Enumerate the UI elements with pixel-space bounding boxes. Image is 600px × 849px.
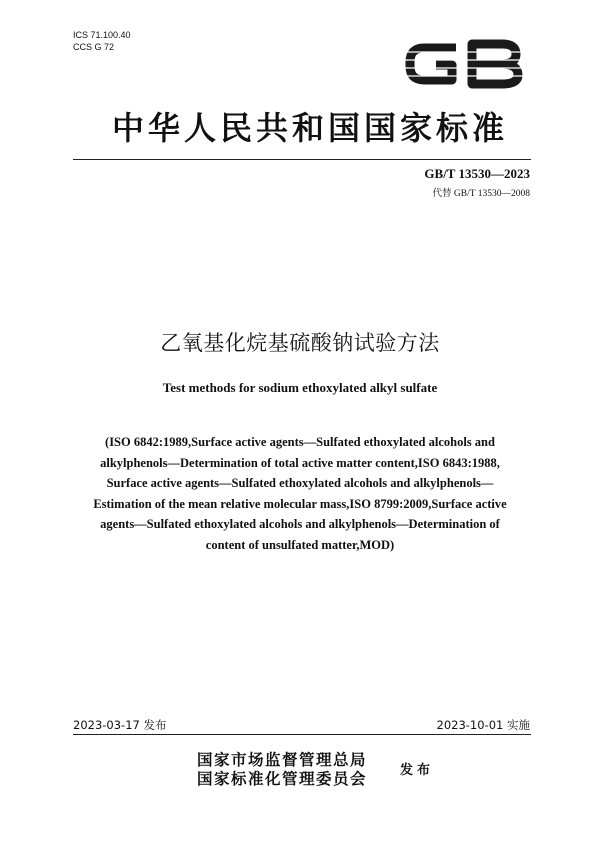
reference-line: Surface active agents—Sulfated ethoxylated alcohols and alkylphenols— xyxy=(106,476,494,490)
ics-code: ICS 71.100.40 xyxy=(73,30,131,40)
document-title-en: Test methods for sodium ethoxylated alkyl sulfate xyxy=(162,380,438,395)
reference-line: (ISO 6842:1989,Surface active agents—Sulfated ethoxylated alcohols and xyxy=(105,435,495,449)
standard-number: GB/T 13530—2023 xyxy=(424,166,530,181)
reference-line: Estimation of the mean relative molecular mass,ISO 8799:2009,Surface active xyxy=(93,496,507,511)
gb-logo-icon xyxy=(404,38,526,90)
issuer-samr: 国家市场监督管理总局 xyxy=(197,750,368,769)
classification-codes xyxy=(73,29,131,53)
reference-line: alkylphenols—Determination of total active matter content,ISO 6843:1988, xyxy=(100,455,500,470)
issue-date: 2023-03-17 发布 xyxy=(73,718,167,732)
footer-divider xyxy=(73,734,531,735)
issue-label: 发布 xyxy=(400,763,435,778)
issuer-sac: 国家标准化管理委员会 xyxy=(197,769,368,788)
replaces-standard: 代替 GB/T 13530—2008 xyxy=(432,189,530,199)
implementation-date: 2023-10-01 实施 xyxy=(436,718,530,732)
header-divider xyxy=(73,159,531,160)
iso-reference xyxy=(60,432,540,555)
issuing-authorities xyxy=(197,750,367,788)
national-standard-title: 中华人民共和国国家标准 xyxy=(111,109,508,147)
document-title-zh: 乙氧基化烷基硫酸钠试验方法 xyxy=(160,331,440,355)
reference-line: agents—Sulfated ethoxylated alcohols and alkylphenols—Determination of xyxy=(100,517,500,531)
ccs-code: CCS G 72 xyxy=(73,42,115,52)
reference-line: content of unsulfated matter,MOD) xyxy=(205,537,395,552)
